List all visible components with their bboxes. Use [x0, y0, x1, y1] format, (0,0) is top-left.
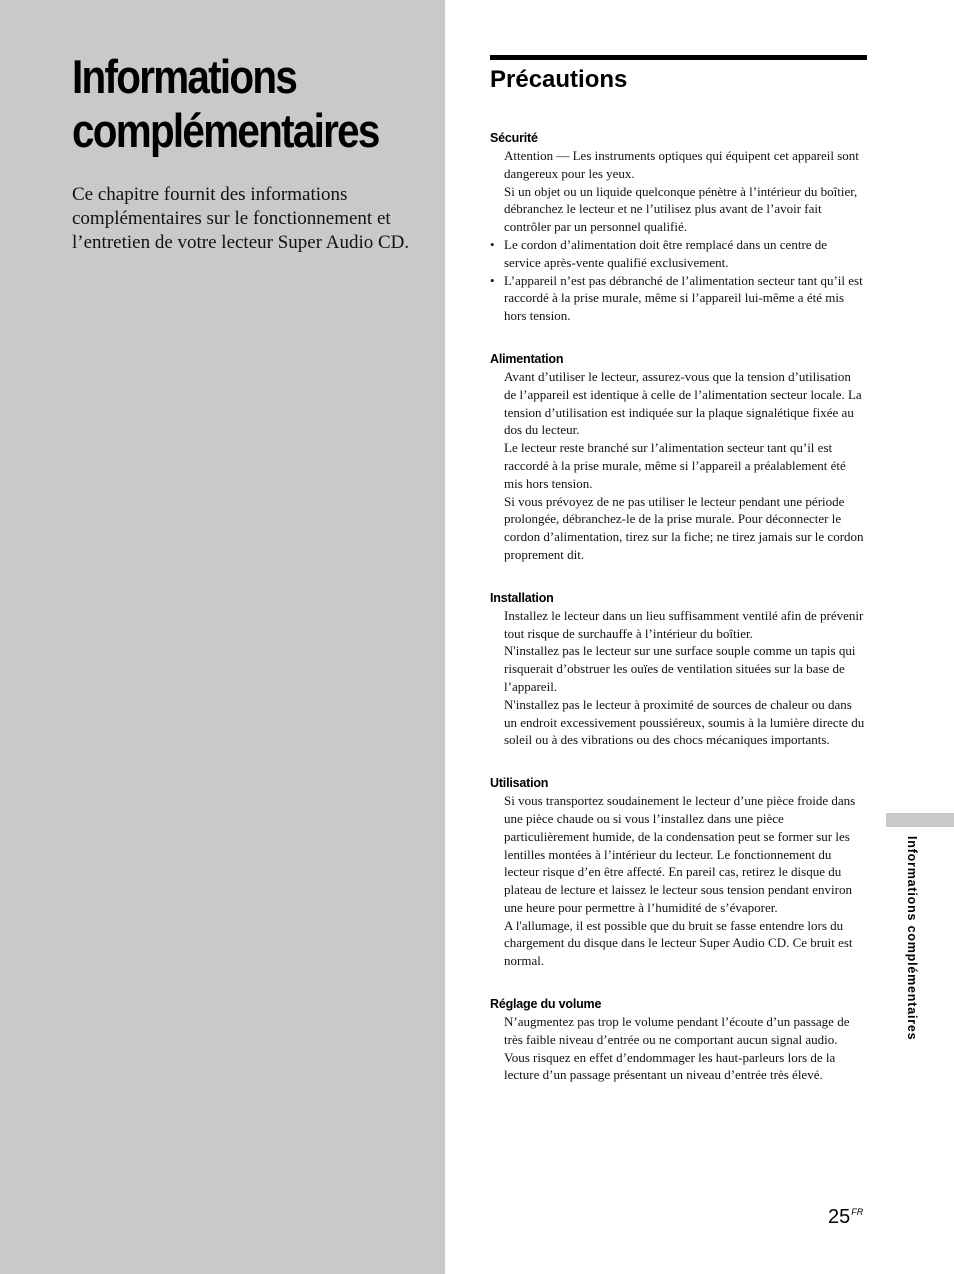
paragraph: N’augmentez pas trop le volume pendant l’écoute d’un passage de très faible niveau d’entrée ou ne comportant aucun signal audio. Vous risquez en effet d’endommager les haut-parleurs lors de la lecture d’un passage présentant un niveau d’entrée très élevé. [504, 1014, 850, 1083]
bullet-item [490, 272, 865, 325]
page-number [828, 1206, 863, 1229]
paragraph: Si un objet ou un liquide quelconque pénètre à l’intérieur du boîtier, débranchez le lecteur et ne l’utilisez plus avant de l’avoir fait contrôler par un personnel qualifié. [504, 183, 858, 235]
paragraph: Attention — Les instruments optiques qui équipent cet appareil sont dangereux pour les yeux. [504, 148, 859, 181]
subsection-heading: Sécurité [490, 131, 538, 145]
side-tab-marker [886, 813, 954, 827]
bullet-text: Le cordon d’alimentation doit être remplacé dans un centre de service après-vente qualifié exclusivement. [504, 236, 828, 270]
precaution-block [490, 995, 865, 1084]
paragraph: Installez le lecteur dans un lieu suffisamment ventilé afin de prévenir tout risque de surchauffe à l’intérieur du boîtier. [504, 607, 864, 641]
chapter-title-line1: Informations [72, 50, 297, 103]
paragraph: A l'allumage, il est possible que du bruit se fasse entendre lors du chargement du disque dans le lecteur Super Audio CD. Ce bruit est normal. [504, 917, 853, 969]
chapter-title [72, 50, 382, 158]
paragraph: Avant d’utiliser le lecteur, assurez-vous que la tension d’utilisation de l’appareil est identique à celle de l’alimentation secteur locale. La tension d’utilisation est indiquée sur la plaque signalétique fixée au dos du lecteur. [504, 368, 862, 438]
chapter-title-line2: complémentaires [72, 104, 379, 157]
bullet-icon: • [490, 236, 495, 252]
precaution-block [490, 774, 865, 970]
bullet-icon: • [490, 272, 495, 288]
precaution-block [490, 589, 865, 749]
section-title: Précautions [490, 66, 628, 93]
paragraph: N'installez pas le lecteur à proximité de sources de chaleur ou dans un endroit excessivement poussiéreux, soumis à la lumière directe du soleil ou à des vibrations ou des chocs mécaniques importants. [504, 696, 865, 748]
subsection-heading: Installation [490, 590, 554, 605]
paragraph: Le lecteur reste branché sur l’alimentation secteur tant qu’il est raccordé à la prise murale, même si l’appareil a préalablement été mis hors tension. [504, 440, 846, 491]
bullet-text: L’appareil n’est pas débranché de l’alimentation secteur tant qu’il est raccordé à la prise murale, même si l’appareil lui-même a été mis hors tension. [504, 272, 863, 324]
page-number-value: 25 [828, 1206, 851, 1228]
page-number-suffix: FR [851, 1207, 864, 1218]
section-content [490, 129, 865, 1109]
chapter-intro: Ce chapitre fournit des informations complémentaires sur le fonctionnement et l’entretien de votre lecteur Super Audio CD. [72, 184, 410, 253]
subsection-heading: Utilisation [490, 776, 549, 791]
precaution-block [490, 129, 865, 325]
paragraph: N'installez pas le lecteur sur une surface souple comme un tapis qui risquerait d’obstruer les ouïes de ventilation situées sur la base de l’appareil. [504, 643, 856, 694]
paragraph: Si vous prévoyez de ne pas utiliser le lecteur pendant une période prolongée, débranchez-le de la prise murale. Pour déconnecter le cordon d’alimentation, tirez sur la fiche; ne tirez jamais sur le cordon proprement dit. [504, 493, 864, 562]
section-rule [490, 55, 867, 60]
paragraph: Si vous transportez soudainement le lecteur d’une pièce froide dans une pièce chaude ou si vous l’installez dans une pièce particulièrement humide, de la condensation peut se former sur les lentilles montées à l’intérieur du lecteur. Le fonctionnement du lecteur risque d’en être affecté. En pareil cas, retirez le disque du plateau de lecture et laissez le lecteur sous tension pendant environ une heure pour permettre à l’humidité de s’évaporer. [504, 793, 856, 915]
subsection-heading: Alimentation [490, 351, 564, 366]
subsection-heading: Réglage du volume [490, 997, 602, 1012]
precaution-block [490, 350, 865, 564]
side-tab-label: Informations complémentaires [905, 836, 919, 1041]
bullet-item [490, 236, 865, 272]
